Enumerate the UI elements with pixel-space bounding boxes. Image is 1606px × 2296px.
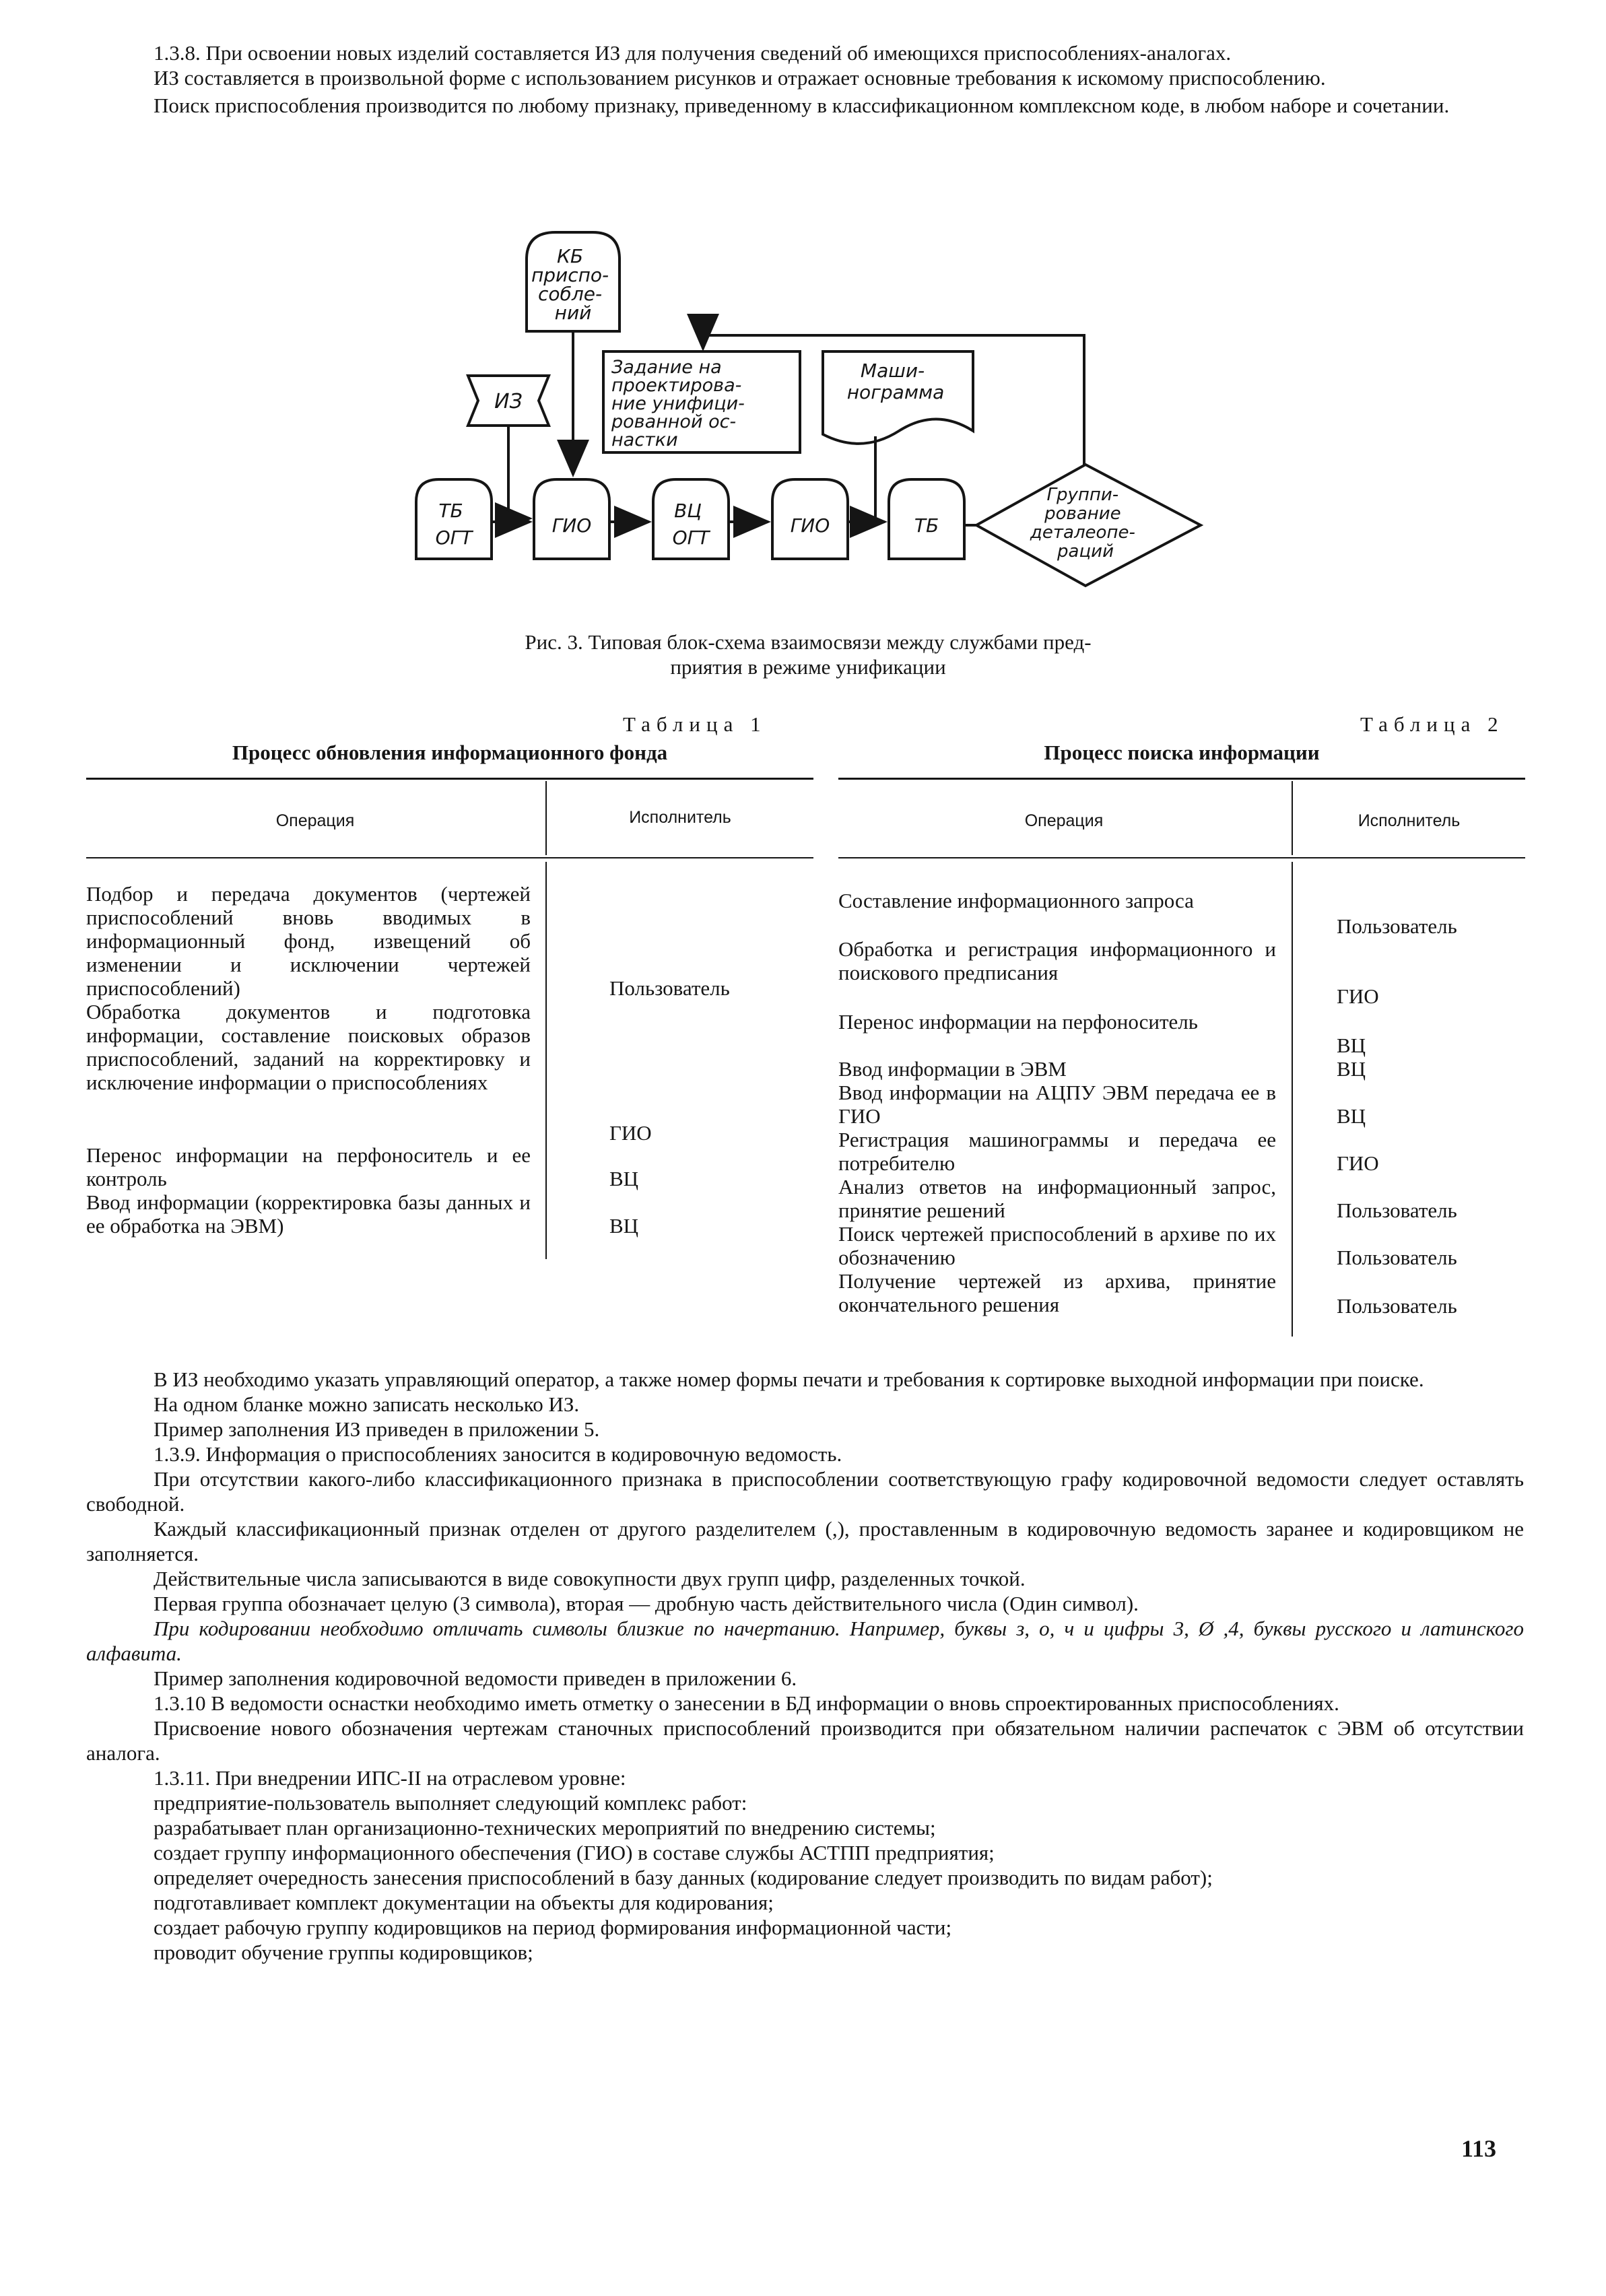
figure-caption-line-2: приятия в режиме унификации <box>670 655 946 679</box>
table-1-row-1-exe: Пользователь <box>609 976 730 1000</box>
table-2-row-2-exe: ГИО <box>1337 984 1379 1008</box>
page-number: 113 <box>1461 2135 1497 2162</box>
table-2-row-3-op: Перенос информации на перфоноситель <box>838 1010 1198 1034</box>
vc-ogt-label: ВЦ ОГТ <box>672 500 710 549</box>
table-2-row-7-exe: Пользователь <box>1337 1198 1457 1222</box>
table-1-row-4-exe: ВЦ <box>609 1214 639 1238</box>
table-2-body-divider <box>1292 862 1293 1337</box>
grouping-label: Группи- рование деталеопе- раций <box>1030 485 1135 562</box>
list-item-5: подготавливает комплект документации на объекты для кодирования; <box>154 1891 774 1914</box>
para-similar-symbols: При кодировании необходимо отличать символы близкие по начертанию. Например, буквы з, о, ч и цифры 3, Ø ,4, буквы русского и латинского алфавита. <box>86 1617 1524 1665</box>
table-1-row-3-exe: ВЦ <box>609 1167 639 1190</box>
table-2-row-6-exe: ГИО <box>1337 1151 1379 1175</box>
para-iz-form: ИЗ составляется в произвольной форме с использованием рисунков и отражает основные требования к искомому приспособлению. <box>154 66 1326 90</box>
table-1-row-2-op: Обработка документов и подготовка информации, составление поисковых образов приспособлений, заданий на корректировку и исключение информации о приспособлениях <box>86 1000 531 1094</box>
para-new-designation: Присвоение нового обозначения чертежам станочных приспособлений производится при обязательном наличии распечаток с ЭВМ об отсутствии аналога. <box>86 1716 1524 1765</box>
para-1-3-8: 1.3.8. При освоении новых изделий составляется ИЗ для получения сведений об имеющихся приспособлениях-аналогах. <box>154 41 1232 65</box>
para-separator: Каждый классификационный признак отделен от другого разделителем (,), проставленным в кодировочную ведомость заранее и кодировщиком не заполняется. <box>86 1517 1524 1565</box>
table-2-title: Процесс поиска информации <box>1044 741 1320 764</box>
tb-label: ТБ <box>914 514 939 537</box>
gio-label-2: ГИО <box>790 514 830 537</box>
table-2-row-4-op: Ввод информации в ЭВМ <box>838 1057 1067 1081</box>
table-1-row-2-exe: ГИО <box>609 1121 652 1145</box>
table-2-row-2-op: Обработка и регистрация информационного и поискового предписания <box>838 937 1276 984</box>
table-1-header-rule <box>86 857 813 858</box>
table-2-row-8-op: Поиск чертежей приспособлений в архиве по их обозначению <box>838 1222 1276 1269</box>
table-1-body-divider <box>545 862 547 1259</box>
para-example-6: Пример заполнения кодировочной ведомости приведен в приложении 6. <box>154 1666 797 1690</box>
table-2-row-5-exe: ВЦ <box>1337 1104 1366 1128</box>
table-2-top-rule <box>838 778 1525 780</box>
table-1-top-rule <box>86 778 813 780</box>
list-item-1: предприятие-пользователь выполняет следующий комплекс работ: <box>154 1791 747 1815</box>
table-1-row-4-op: Ввод информации (корректировка базы данных и ее обработка на ЭВМ) <box>86 1190 531 1238</box>
table-2-row-6-op: Регистрация машинограммы и передача ее потребителю <box>838 1128 1276 1175</box>
para-example-5: Пример заполнения ИЗ приведен в приложении 5. <box>154 1417 600 1441</box>
para-1-3-10: 1.3.10 В ведомости оснастки необходимо иметь отметку о занесении в БД информации о вновь спроектированных приспособлениях. <box>154 1691 1339 1715</box>
para-search: Поиск приспособления производится по любому признаку, приведенному в классификационном комплексном коде, в любом наборе и сочетании. <box>154 94 1450 117</box>
para-iz-operator: В ИЗ необходимо указать управляющий оператор, а также номер формы печати и требования к сортировке выходной информации при поиске. <box>154 1368 1424 1391</box>
table-1-title: Процесс обновления информационного фонда <box>232 741 668 764</box>
figure-caption <box>404 630 1212 679</box>
kb-label: КБ приспо- собле- ний <box>531 245 609 324</box>
list-item-7: проводит обучение группы кодировщиков; <box>154 1940 533 1964</box>
iz-label: ИЗ <box>494 390 523 413</box>
table-1-row-1-op: Подбор и передача документов (чертежей приспособлений вновь вводимых в информационный фонд, извещений об изменении и исключении чертежей приспособлений) <box>86 882 531 1000</box>
list-item-6: создает рабочую группу кодировщиков на период формирования информационной части; <box>154 1916 952 1939</box>
tb-ogt-label-1: ТБ ОГТ <box>435 500 473 549</box>
table-2-row-8-exe: Пользователь <box>1337 1246 1457 1269</box>
para-absent-feature: При отсутствии какого-либо классификационного признака в приспособлении соответствующую графу кодировочной ведомости следует оставлять свободной. <box>86 1467 1524 1516</box>
table-2-row-7-op: Анализ ответов на информационный запрос, принятие решений <box>838 1175 1276 1222</box>
figure-caption-line-1: Рис. 3. Типовая блок-схема взаимосвязи между службами пред- <box>525 630 1092 654</box>
para-1-3-9: 1.3.9. Информация о приспособлениях заносится в кодировочную ведомость. <box>154 1442 842 1466</box>
list-item-3: создает группу информационного обеспечения (ГИО) в составе службы АСТПП предприятия; <box>154 1841 995 1864</box>
table-2-row-4-exe: ВЦ <box>1337 1057 1366 1081</box>
table-1-header-executor: Исполнитель <box>629 808 731 827</box>
para-real-numbers: Действительные числа записываются в виде совокупности двух групп цифр, разделенных точкой. <box>154 1567 1026 1590</box>
body-text <box>86 1367 1524 1965</box>
table-2-row-9-exe: Пользователь <box>1337 1294 1457 1318</box>
table-2-row-3-exe: ВЦ <box>1337 1034 1366 1057</box>
list-item-4: определяет очередность занесения приспособлений в базу данных (кодирование следует производить по видам работ); <box>154 1866 1213 1889</box>
table-2-number: Таблица 2 <box>1360 712 1504 736</box>
para-first-group: Первая группа обозначает целую (3 символа), вторая — дробную часть действительного числа (Один символ). <box>154 1592 1139 1615</box>
table-2-header-operation: Операция <box>1024 811 1104 830</box>
para-one-form: На одном бланке можно записать несколько ИЗ. <box>154 1392 580 1416</box>
gio-label-1: ГИО <box>551 514 592 537</box>
table-2-header-rule <box>838 857 1525 858</box>
machinogram-label: Маши- нограмма <box>846 360 945 403</box>
para-1-3-11: 1.3.11. При внедрении ИПС-II на отраслевом уровне: <box>154 1766 626 1790</box>
block-diagram <box>0 0 1606 741</box>
table-2-row-9-op: Получение чертежей из архива, принятие окончательного решения <box>838 1269 1276 1316</box>
task-label: Задание на проектирова- ние унифици- рованной ос- настки <box>611 357 745 450</box>
table-2-row-1-exe: Пользователь <box>1337 914 1457 938</box>
table-1-number: Таблица 1 <box>623 712 767 736</box>
table-2-header-executor: Исполнитель <box>1358 811 1461 830</box>
table-1-header-operation: Операция <box>275 811 355 830</box>
table-2-row-1-op: Составление информационного запроса <box>838 889 1194 912</box>
list-item-2: разрабатывает план организационно-технических мероприятий по внедрению системы; <box>154 1816 936 1839</box>
table-2-row-5-op: Ввод информации на АЦПУ ЭВМ передача ее в ГИО <box>838 1081 1276 1128</box>
table-1-row-3-op: Перенос информации на перфоноситель и ее контроль <box>86 1143 531 1190</box>
